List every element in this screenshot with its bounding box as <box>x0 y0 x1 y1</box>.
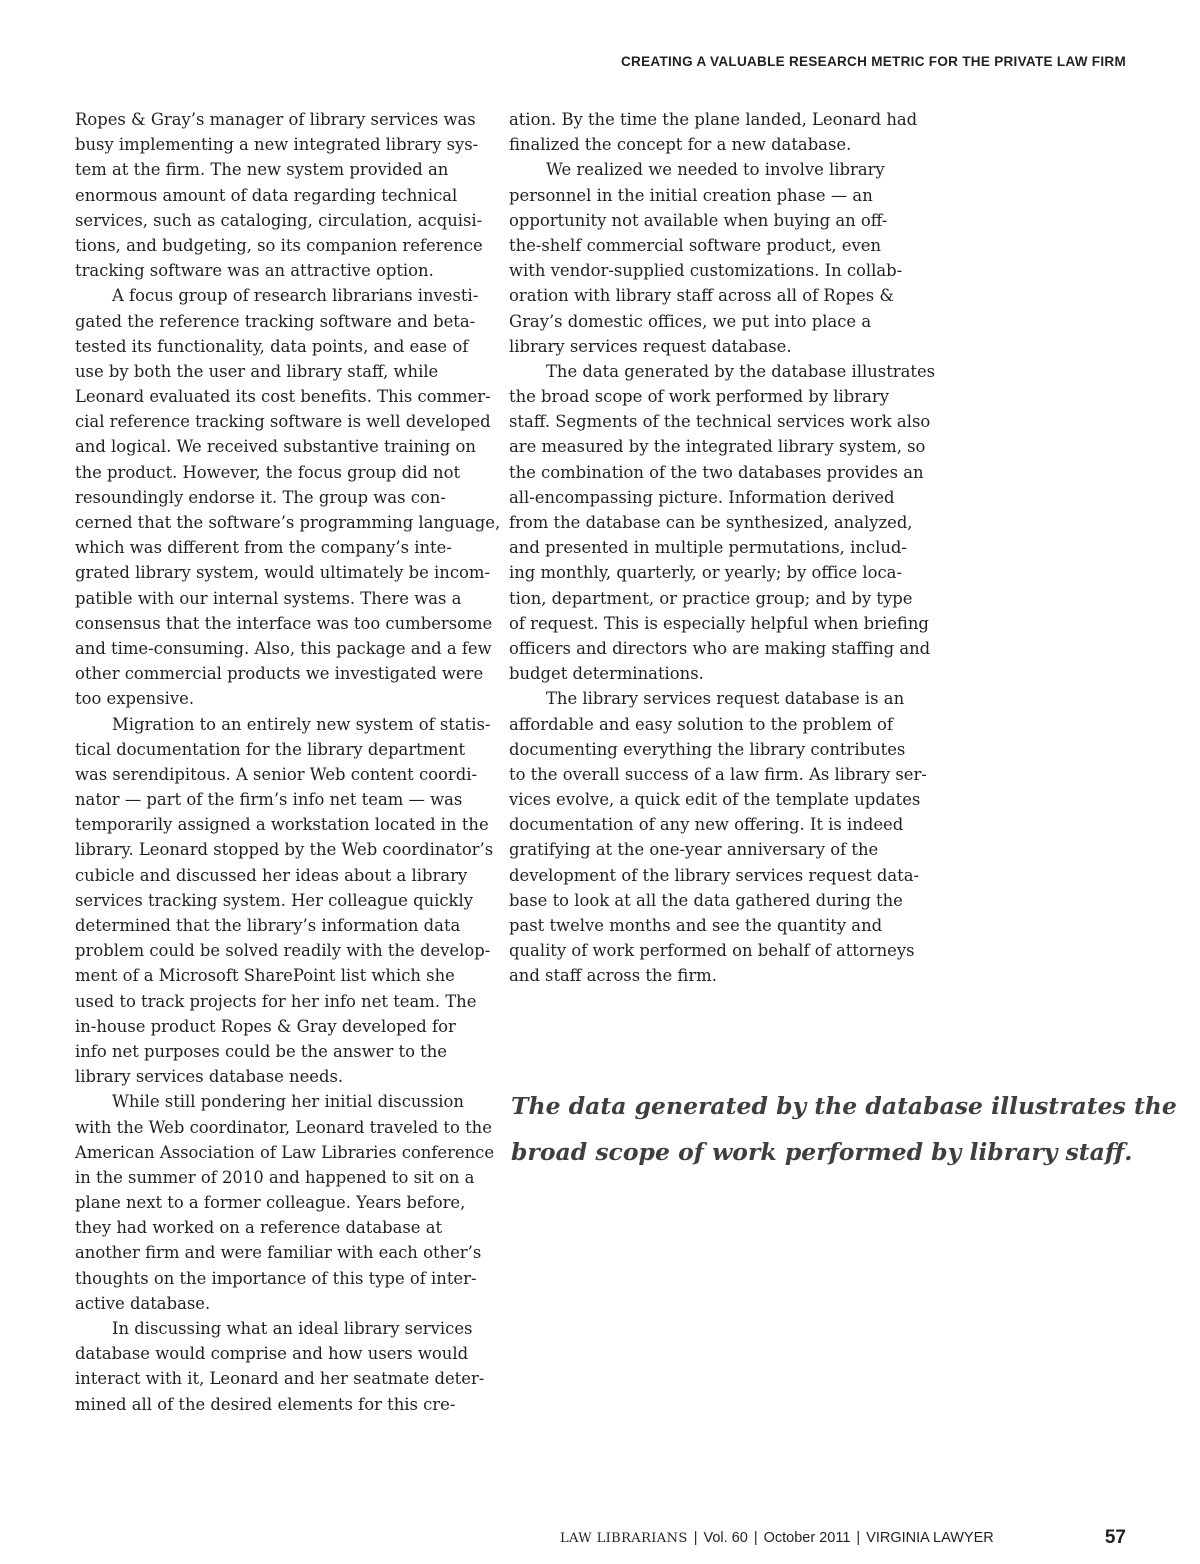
paragraph-start-line: The library services request database is an <box>546 689 905 709</box>
text-line: are measured by the integrated library system, so <box>509 437 926 457</box>
text-line: in the summer of 2010 and happened to sit on a <box>75 1167 475 1187</box>
text-line: other commercial products we investigated were <box>75 664 484 684</box>
text-line: info net purposes could be the answer to the <box>75 1041 447 1061</box>
text-line: cerned that the software’s programming language, <box>75 513 501 532</box>
text-line: which was different from the company’s inte- <box>75 538 452 558</box>
text-line: base to look at all the data gathered during the <box>509 890 903 910</box>
text-line: too expensive. <box>75 689 195 709</box>
text-line: past twelve months and see the quantity and <box>509 916 883 935</box>
text-line: enormous amount of data regarding technical <box>75 185 458 205</box>
text-line: library services request database. <box>509 336 792 356</box>
text-line: tested its functionality, data points, and ease of <box>75 336 469 356</box>
text-line: with the Web coordinator, Leonard traveled to the <box>75 1117 492 1137</box>
text-line: active database. <box>75 1293 211 1313</box>
page-number: 57 <box>1104 1527 1126 1548</box>
text-line: to the overall success of a law firm. As library ser- <box>509 764 927 784</box>
paragraph-start-line: We realized we needed to involve library <box>546 160 885 180</box>
text-line: tions, and budgeting, so its companion reference <box>75 235 483 255</box>
text-line: busy implementing a new integrated library sys- <box>75 135 479 155</box>
footer-section: LAW LIBRARIANS <box>560 1531 688 1546</box>
pull-quote-line: The data generated by the database illustrates the <box>511 1092 1177 1120</box>
text-line: and staff across the firm. <box>509 966 717 986</box>
text-line: ation. By the time the plane landed, Leonard had <box>509 110 918 129</box>
footer-separator: | <box>753 1530 758 1546</box>
text-line: the-shelf commercial software product, even <box>509 235 882 255</box>
text-line: staff. Segments of the technical services work also <box>509 412 931 432</box>
paragraph-start-line: The data generated by the database illustrates <box>546 361 936 381</box>
text-line: budget determinations. <box>509 664 704 684</box>
text-line: gated the reference tracking software and beta- <box>75 311 476 331</box>
text-line: library. Leonard stopped by the Web coordinator’s <box>75 840 494 860</box>
text-line: of request. This is especially helpful when briefing <box>509 613 929 633</box>
text-line: and presented in multiple permutations, includ- <box>509 538 907 558</box>
text-line: in-house product Ropes & Gray developed for <box>75 1016 456 1036</box>
text-line: from the database can be synthesized, analyzed, <box>509 513 913 532</box>
text-line: interact with it, Leonard and her seatmate deter- <box>75 1369 485 1389</box>
text-line: cubicle and discussed her ideas about a library <box>75 865 468 885</box>
running-head: CREATING A VALUABLE RESEARCH METRIC FOR THE PRIVATE LAW FIRM <box>621 54 1126 69</box>
text-line: library services database needs. <box>75 1067 344 1087</box>
text-line: another firm and were familiar with each other’s <box>75 1243 482 1263</box>
text-line: personnel in the initial creation phase — an <box>509 185 873 205</box>
text-line: resoundingly endorse it. The group was con- <box>75 487 446 507</box>
text-line: use by both the user and library staff, while <box>75 361 439 381</box>
text-line: consensus that the interface was too cumbersome <box>75 613 493 633</box>
text-line: Ropes & Gray’s manager of library services was <box>75 110 476 129</box>
text-line: the broad scope of work performed by library <box>509 387 889 407</box>
text-line: the combination of the two databases provides an <box>509 462 924 482</box>
footer-separator: | <box>693 1530 698 1546</box>
text-line: nator — part of the firm’s info net team — was <box>75 790 463 810</box>
text-line: problem could be solved readily with the develop- <box>75 941 491 961</box>
footer-separator: | <box>856 1530 861 1546</box>
text-line: and time-consuming. Also, this package and a few <box>75 638 492 658</box>
text-line: vices evolve, a quick edit of the template updates <box>509 790 921 810</box>
right-column <box>509 107 936 989</box>
text-line: they had worked on a reference database at <box>75 1218 443 1238</box>
text-line: affordable and easy solution to the problem of <box>509 714 893 734</box>
text-line: quality of work performed on behalf of attorneys <box>509 941 915 961</box>
text-line: finalized the concept for a new database. <box>509 135 852 155</box>
paragraph-start-line: Migration to an entirely new system of statis- <box>112 714 491 734</box>
page-footer <box>560 1530 994 1546</box>
paragraph-start-line: A focus group of research librarians investi- <box>112 286 479 306</box>
text-line: all-encompassing picture. Information derived <box>509 487 895 507</box>
text-line: tion, department, or practice group; and by type <box>509 588 913 608</box>
text-line: development of the library services request data- <box>509 865 920 885</box>
pull-quote <box>511 1083 1177 1175</box>
text-line: was serendipitous. A senior Web content coordi- <box>75 764 477 784</box>
text-line: opportunity not available when buying an off- <box>509 210 888 230</box>
text-line: thoughts on the importance of this type of inter- <box>75 1268 477 1288</box>
left-column <box>75 107 501 1417</box>
footer-publication: VIRGINIA LAWYER <box>866 1530 994 1546</box>
text-line: ment of a Microsoft SharePoint list which she <box>75 966 455 986</box>
text-line: gratifying at the one-year anniversary of the <box>509 840 879 860</box>
text-line: patible with our internal systems. There was a <box>75 588 462 608</box>
text-line: database would comprise and how users would <box>75 1344 469 1364</box>
text-line: mined all of the desired elements for this cre- <box>75 1394 456 1414</box>
text-line: with vendor-supplied customizations. In collab- <box>509 261 903 281</box>
text-line: grated library system, would ultimately be incom- <box>75 563 490 583</box>
text-line: Leonard evaluated its cost benefits. This commer- <box>75 387 491 407</box>
text-line: cial reference tracking software is well developed <box>75 412 491 432</box>
footer-date: October 2011 <box>763 1530 851 1546</box>
text-line: services, such as cataloging, circulation, acquisi- <box>75 210 483 230</box>
text-line: officers and directors who are making staffing and <box>509 638 931 658</box>
text-line: oration with library staff across all of Ropes & <box>509 286 894 306</box>
paragraph-start-line: In discussing what an ideal library services <box>112 1319 473 1338</box>
text-line: tical documentation for the library department <box>75 739 466 759</box>
text-line: tracking software was an attractive option. <box>75 261 434 281</box>
text-line: documenting everything the library contributes <box>509 739 906 759</box>
text-line: American Association of Law Libraries conference <box>75 1142 495 1162</box>
text-line: ing monthly, quarterly, or yearly; by office loca- <box>509 563 902 583</box>
text-line: tem at the firm. The new system provided an <box>75 160 449 180</box>
text-line: documentation of any new offering. It is indeed <box>509 815 904 835</box>
text-line: plane next to a former colleague. Years before, <box>75 1193 466 1213</box>
pull-quote-line: broad scope of work performed by library staff. <box>511 1138 1133 1166</box>
text-line: used to track projects for her info net team. The <box>75 991 477 1011</box>
text-line: temporarily assigned a workstation located in the <box>75 815 489 835</box>
text-line: services tracking system. Her colleague quickly <box>75 890 473 910</box>
text-line: Gray’s domestic offices, we put into place a <box>509 311 872 331</box>
paragraph-start-line: While still pondering her initial discussion <box>112 1092 464 1112</box>
text-line: the product. However, the focus group did not <box>75 462 461 482</box>
text-line: determined that the library’s information data <box>75 916 461 935</box>
text-line: and logical. We received substantive training on <box>75 437 476 457</box>
footer-volume: Vol. 60 <box>703 1530 748 1546</box>
